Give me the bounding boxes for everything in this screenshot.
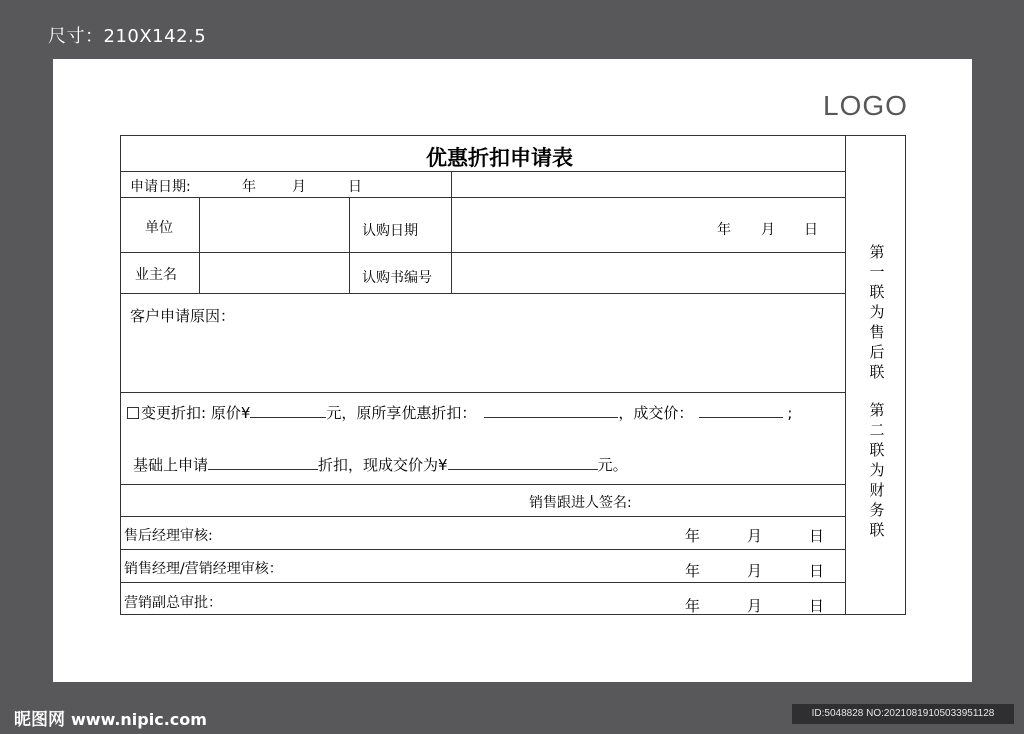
- sales-marketing-year: 年: [685, 562, 701, 580]
- line2-mid: 折扣，现成交价为¥: [318, 456, 448, 474]
- semicolon: ;: [787, 404, 793, 422]
- owner-name-label: 业主名: [135, 267, 177, 283]
- image-id-badge: ID:5048828 NO:20210819105033951128: [792, 704, 1014, 724]
- line2-prefix: 基础上申请: [133, 456, 209, 474]
- col-divider: [199, 197, 200, 293]
- purchase-day: 日: [804, 222, 818, 238]
- row-divider: [121, 293, 845, 294]
- change-discount-checkbox[interactable]: [127, 407, 139, 419]
- side-column-divider: [845, 136, 846, 614]
- apply-date-label: 申请日期:: [130, 179, 191, 195]
- yuan-text-1: 元，原所享优惠折扣：: [326, 404, 477, 422]
- deal-price-text: ，成交价：: [618, 404, 694, 422]
- col-divider: [349, 197, 350, 293]
- sales-marketing-review-label: 销售经理/营销经理审核：: [124, 561, 283, 577]
- after-sales-month: 月: [747, 527, 763, 545]
- row-divider: [121, 582, 845, 583]
- change-discount-line-1: [127, 402, 792, 423]
- row-divider: [121, 392, 845, 393]
- customer-reason-label: 客户申请原因：: [130, 307, 236, 325]
- unit-label: 单位: [145, 220, 173, 236]
- purchase-book-no-label: 认购书编号: [362, 270, 432, 286]
- site-logo-text: 昵图网: [14, 710, 65, 730]
- vp-month: 月: [747, 597, 763, 615]
- side-copy-after-sales: 第一联为售后联: [869, 243, 885, 381]
- size-label: 尺寸：210X142.5: [48, 26, 207, 47]
- apply-year: 年: [242, 179, 256, 195]
- vp-day: 日: [809, 597, 825, 615]
- after-sales-year: 年: [685, 527, 701, 545]
- logo: LOGO: [823, 90, 908, 121]
- line2-end: 元。: [597, 456, 628, 474]
- purchase-year: 年: [717, 222, 731, 238]
- form-title: 优惠折扣申请表: [426, 146, 573, 170]
- requested-discount-blank[interactable]: [208, 454, 318, 470]
- row-divider: [121, 549, 845, 550]
- sales-marketing-month: 月: [747, 562, 763, 580]
- change-discount-prefix: 变更折扣: 原价¥: [141, 404, 251, 422]
- purchase-date-label: 认购日期: [362, 223, 418, 239]
- apply-month: 月: [292, 179, 306, 195]
- sales-sign-label: 销售跟进人签名:: [529, 495, 632, 511]
- col-divider: [451, 171, 452, 293]
- row-divider: [121, 197, 845, 198]
- change-discount-line-2: [133, 454, 628, 475]
- after-sales-review-label: 售后经理审核:: [124, 528, 213, 544]
- original-discount-blank[interactable]: [484, 402, 618, 418]
- new-deal-price-blank[interactable]: [448, 454, 598, 470]
- site-url: www.nipic.com: [71, 710, 207, 729]
- deal-price-blank[interactable]: [699, 402, 783, 418]
- row-divider: [121, 484, 845, 485]
- footer-site-logo: [14, 705, 207, 730]
- marketing-vp-approve-label: 营销副总审批：: [124, 595, 222, 611]
- purchase-month: 月: [761, 222, 775, 238]
- after-sales-day: 日: [809, 527, 825, 545]
- side-copy-finance: 第二联为财务联: [869, 401, 885, 539]
- row-divider: [121, 252, 845, 253]
- original-price-blank[interactable]: [250, 402, 326, 418]
- sales-marketing-day: 日: [809, 562, 825, 580]
- discount-application-form: [120, 135, 906, 615]
- vp-year: 年: [685, 597, 701, 615]
- apply-day: 日: [348, 179, 362, 195]
- row-divider: [121, 516, 845, 517]
